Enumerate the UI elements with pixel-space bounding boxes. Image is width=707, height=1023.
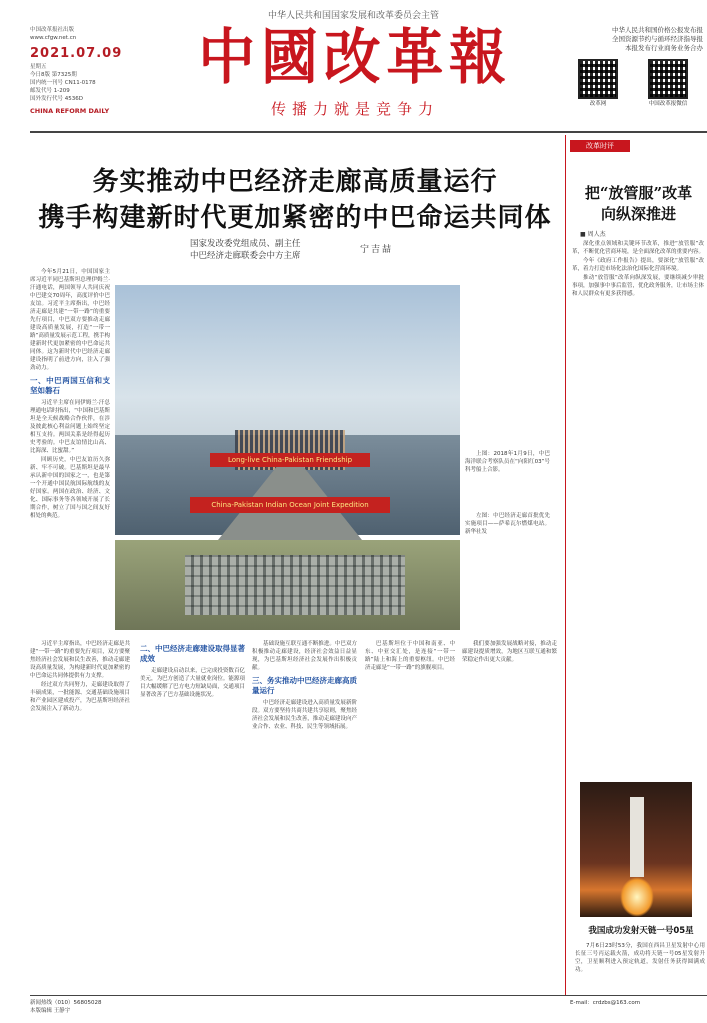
masthead-right [563, 26, 703, 107]
rocket-body [630, 797, 644, 877]
article-column-4 [252, 640, 357, 732]
commentary-author: ■ 周人杰 [580, 231, 606, 238]
photo-sky [115, 285, 460, 445]
section-heading: 一、中巴两国互信和支坚如磐石 [30, 376, 110, 395]
photo-power-plant [185, 555, 405, 615]
qr-icon [578, 59, 618, 99]
lead-photo[interactable] [115, 285, 460, 630]
paragraph: 习近平主席指出，中巴经济走廊是共建“一带一路”的重要先行项目，双方要聚焦经济社会发展和民生改善，推动走廊建设高质量发展，为构建新时代更加紧密的中巴命运共同体提供有力支撑。 [30, 641, 130, 679]
masthead-left-info [30, 26, 125, 115]
news-hotline: 新闻热线（010）56805028 [30, 1000, 102, 1006]
issue-date: 2021.07.09 [30, 46, 123, 61]
paragraph: 今年5月21日，中国国家主席习近平同巴基斯坦总理伊姆兰·汗通电话，两国领导人共同庆祝中巴建交70周年，高度评价中巴友谊。习近平主席指出，中巴经济走廊是共建“一带一路”的重要先行项目，中巴双方要推动走廊建设高质量发展，打造“一带一路”高质量发展示范工程，携手构建新时代更加紧密的中巴命运共同体。这为新时代中巴经济走廊建设指明了前进方向，注入了强劲动力。 [30, 269, 110, 371]
section-heading: 三、务实推动中巴经济走廊高质量运行 [252, 676, 357, 695]
rocket-photo[interactable] [580, 782, 692, 917]
right-line-3: 本报发布行业商务业务合办 [625, 44, 703, 52]
paragraph: 巴基斯坦位于中国和南亚、中东、中亚交汇处，是连接“一带一路”陆上和海上的重要枢纽。中巴经济走廊是“一带一路”的旗舰项目。 [365, 641, 455, 671]
byline-title-2: 中巴经济走廊联委会中方主席 [190, 251, 301, 261]
photo-banner: Long-live China-Pakistan Friendship [210, 453, 370, 467]
page-editor: 本版编辑 王静宇 [30, 1008, 71, 1014]
commentary-title-1: 把“放管服”改革 [584, 184, 693, 202]
issue-info-2: 国内统一刊号 CN11-0178 [30, 80, 96, 86]
paragraph: 推动“放管服”改革向纵深发展，要继续减少审批事项，加强事中事后监管，优化政务服务，让市场主体和人民群众有更多获得感。 [572, 275, 705, 297]
paragraph: 我们要加强发展战略对接，推动走廊建设提质增效，为地区互联互通和繁荣稳定作出更大贡献。 [462, 641, 557, 663]
photo-caption-2 [465, 512, 550, 537]
website-link[interactable]: www.cfgw.net.cn [30, 35, 77, 41]
right-line-1: 中华人民共和国价格公报发布报 [612, 26, 703, 34]
masthead-slogan: 传播力就是竞争力 [270, 100, 439, 118]
qr-icon [648, 59, 688, 99]
commentary-tag: 改革时评 [570, 140, 630, 152]
byline [190, 238, 500, 262]
paragraph: 习近平主席在同伊姆兰·汗总理通电话时指出，“中国和巴基斯坦是全天候战略合作伙伴，在涉及彼此核心利益问题上始终坚定相互支持。两国关系是经得起历史考验的。中巴友谊情比山高、比海深、比蜜甜。” [30, 400, 110, 454]
commentary-title[interactable] [570, 183, 707, 225]
photo-caption-1 [465, 450, 550, 475]
caption-text: 左图：中巴经济走廊首批优先实施项目——萨希瓦尔燃煤电站。新华社发 [465, 513, 550, 535]
paragraph: 回顾历史，中巴友谊历久弥新、牢不可破。巴基斯坦是最早承认新中国的国家之一，也是第一个开通中国民航国际航线的友好国家。两国在政治、经济、文化、国际事务等各领域开展了长期合作，树立了国与国之间友好相处的典范。 [30, 457, 110, 519]
commentary-body [572, 240, 704, 299]
issue-info-4: 国外发行代号 4536D [30, 96, 83, 102]
lead-headline[interactable] [30, 164, 560, 236]
qr-label: 改革网 [589, 101, 607, 107]
right-line-2: 全国资源节约与循环经济指导报 [612, 35, 703, 43]
publisher: 中国改革报社出版 [30, 27, 75, 33]
rocket-caption[interactable]: 我国成功发射天链一号05星 [588, 926, 694, 936]
rocket-news-text [575, 942, 705, 975]
caption-text: 上图：2018年1月9日，中巴海洋联合考察队员在“向阳红03”号科考船上合影。 [465, 451, 550, 473]
headline-line-2: 携手构建新时代更加紧密的中巴命运共同体 [38, 203, 552, 233]
paragraph: 中巴经济走廊建设进入高质量发展新阶段。双方要坚持共商共建共享原则，聚焦经济社会发展和民生改善，推动走廊建设向产业合作、农业、科技、民生等领域拓展。 [252, 700, 357, 730]
footer [30, 995, 707, 1015]
paragraph: 7月6日23时53分，我国在西昌卫星发射中心用长征三号丙运载火箭，成功将天链一号05星发射升空，卫星顺利进入预定轨道，发射任务获得圆满成功。 [575, 943, 705, 973]
article-column-2 [30, 640, 130, 714]
weekday: 星期五 [30, 64, 47, 70]
article-column-6 [462, 640, 557, 665]
headline-line-1: 务实推动中巴经济走廊高质量运行 [92, 167, 498, 197]
commentary-title-2: 向纵深推进 [600, 205, 676, 223]
article-column-1 [30, 268, 110, 521]
masthead-divider [30, 131, 707, 133]
byline-title-1: 国家发改委党组成员、副主任 [190, 239, 301, 249]
english-name: CHINA REFORM DAILY [30, 107, 110, 115]
article-column-3 [140, 640, 245, 700]
author-name: 宁吉喆 [360, 245, 394, 255]
paragraph: 深化重点领域和关键环节改革，推进“放管服”改革，不断优化营商环境，是全面深化改革的重要内容。 [572, 241, 705, 255]
qr-code-website[interactable] [578, 59, 618, 107]
qr-code-wechat[interactable] [648, 59, 688, 107]
issue-info-1: 今日8版 第7325期 [30, 72, 77, 78]
photo-banner: China-Pakistan Indian Ocean Joint Expedition [190, 497, 390, 513]
email-link[interactable]: E-mail：crdzbs@163.com [570, 1000, 641, 1006]
masthead-title: 中國改革報 [198, 23, 512, 93]
masthead [165, 22, 545, 119]
paragraph: 走廊建设启动以来，已完成投资数百亿美元，为巴方创造了大量就业岗位。能源项目大幅缓解了巴方电力短缺局面，交通项目显著改善了巴方基础设施状况。 [140, 668, 245, 698]
paragraph: 今年《政府工作报告》提出，要深化“放管服”改革，着力打造市场化法治化国际化营商环境。 [572, 258, 704, 272]
issue-info-3: 邮发代号 1-209 [30, 88, 70, 94]
section-heading: 二、中巴经济走廊建设取得显著成效 [140, 644, 245, 663]
qr-label: 中国改革报微信 [648, 101, 688, 107]
paragraph: 经过双方共同努力，走廊建设取得了丰硕成果，一批能源、交通基础设施项目和产业园区建成投产，为巴基斯坦经济社会发展注入了新动力。 [30, 682, 130, 712]
paragraph: 基础设施互联互通不断推进。中巴双方积极推动走廊建设，经济社会效益日益显现，为巴基斯坦经济社会发展作出积极贡献。 [252, 641, 357, 671]
top-line: 中华人民共和国国家发展和改革委员会主管 [267, 11, 439, 21]
article-column-5 [365, 640, 455, 673]
rocket-flame [620, 877, 654, 917]
